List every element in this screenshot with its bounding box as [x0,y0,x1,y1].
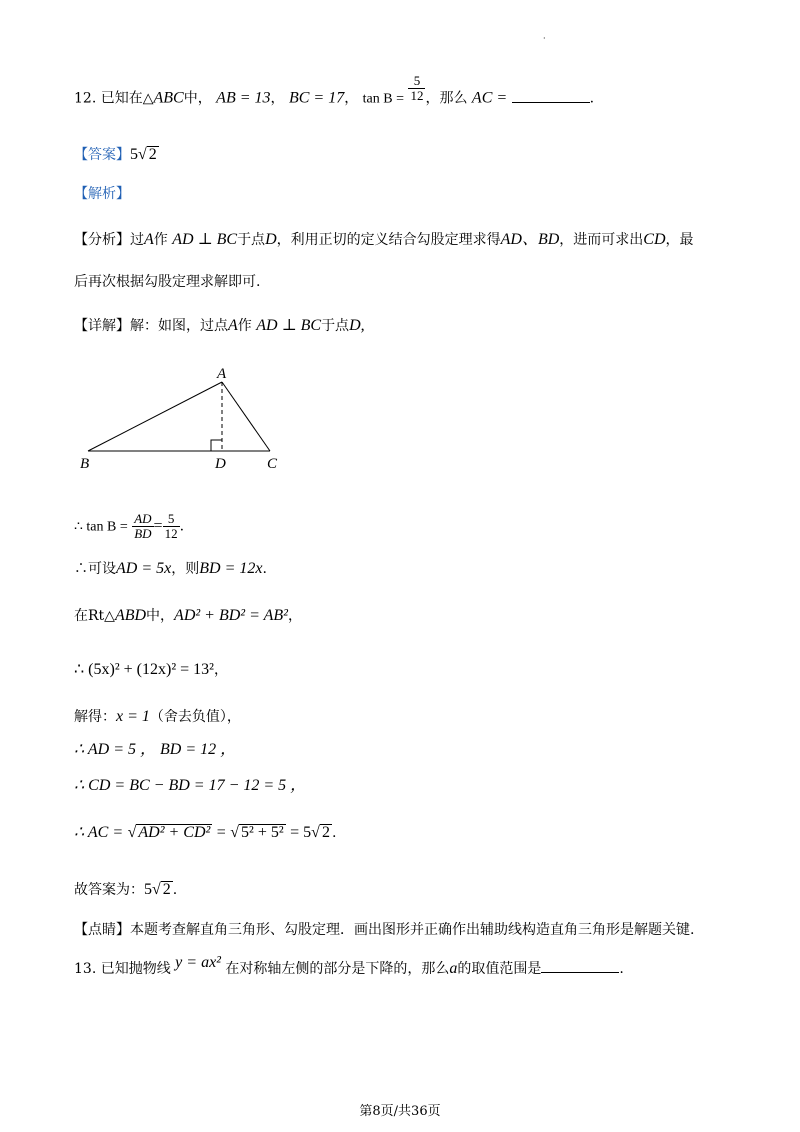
step-1 [74,512,184,541]
triangle-name: ABC [153,89,184,107]
fenxi-line-2: 后再次根据勾股定理求解即可. [74,274,261,290]
equation: ∴ (5x)² + (12x)² = 13² [74,661,214,678]
fraction-numerator: 5 [163,512,180,527]
fraction-ad-bd [132,512,153,541]
sep: ， [344,90,359,107]
text: 过 [130,232,144,248]
analysis-heading [74,184,130,204]
step-6 [74,740,236,760]
q12-text-mid: 中， [183,90,212,107]
equals-5: = 5 [290,824,312,841]
q12-text: 已知在 [100,90,143,107]
comma: ， [213,662,228,678]
step-4 [74,660,228,680]
coefficient: 5 [144,881,152,898]
pythagoras-eq: AD² + BD² = AB² [174,607,288,624]
equals: = [216,824,226,841]
fraction-denominator: 12 [164,526,178,541]
question-number: 12. [74,90,97,107]
values: ∴ AD = 5 ， BD = 12 ， [74,741,237,758]
point-d: D, [349,317,365,334]
perp-expr: AD ⊥ BC [256,317,322,334]
triangle-name: ABD [114,607,147,624]
stray-dot: · [543,34,546,43]
solution: x = 1 [116,708,150,725]
ac-label: AC = [471,89,508,107]
period: . [619,961,624,977]
side-ba [88,382,222,451]
text: ∴可设 [74,561,116,577]
question-12 [74,73,595,113]
answer-radicand: 2 [148,146,157,163]
text: ，则 [171,561,200,577]
sep: ， [270,90,285,107]
text: 的取值范围是 [457,961,542,977]
ac-label: ∴ AC = [74,824,124,841]
triangle-symbol: △ [142,90,154,107]
text: 解：如图，过点 [130,318,228,334]
comma: ， [287,608,302,624]
cd-calc: ∴ CD = BC − BD = 17 − 12 = 5 ， [74,777,307,794]
question-number: 13. [74,961,97,977]
step-8: ∴ AC = √ AD² + CD² = √ 5² + 5² = 5√ 2 . [74,824,337,841]
fraction-5-12 [163,512,180,541]
text: 在Rt△ [74,608,115,624]
step-3 [74,606,302,626]
perp-expr: AD ⊥ BC [172,231,238,248]
ad-bd: AD、BD [500,231,560,248]
analysis-tag: 【解析】 [74,186,130,202]
right-angle-mark [211,440,222,451]
tan-b-fraction [408,74,425,103]
label-d: D [215,456,226,472]
text: 解得： [74,709,116,725]
var-a: a [449,960,458,977]
text: 作 [153,232,168,248]
parabola-eq: y = ax² [175,954,221,971]
text: ，利用正切的定义结合勾股定理求得 [276,232,501,248]
text: 在对称轴左侧的部分是下降的，那么 [225,961,450,977]
period: . [262,561,267,577]
text: 故答案为： [74,882,144,898]
text: 已知抛物线 [100,961,171,977]
fraction-numerator: 5 [408,74,425,89]
fraction-numerator: AD [134,511,152,526]
point-a: A [228,317,238,334]
label-a: A [217,366,227,382]
label-b: B [80,456,90,472]
fraction-denominator: 12 [410,88,424,103]
dianjing-line [74,920,694,940]
page-footer: 第8页/共36页 [359,1104,441,1119]
step-2 [74,559,267,579]
period: . [331,825,337,841]
cd: CD [643,231,666,248]
fenxi-tag: 【分析】 [74,232,130,248]
radicand-2: 5² + 5² [241,824,284,841]
period: . [172,882,178,898]
answer-coefficient: 5 [130,146,138,163]
ad-expr: AD = 5x [116,560,172,577]
text: 于点 [321,318,350,334]
radicand: 2 [162,881,171,898]
text: ，进而可求出 [559,232,644,248]
answer-line: 【答案】5√ 2 [74,146,157,163]
point-d: D [265,231,277,248]
fraction-denominator: BD [134,526,152,541]
bc-value: BC = 17 [288,89,345,107]
text: 作 [237,318,252,334]
xiangjie-tag: 【详解】 [74,318,130,334]
tan-b-label: tan B = [362,91,405,107]
answer-blank [512,88,590,103]
answer-tag: 【答案】 [74,147,130,163]
question-13 [74,954,624,979]
answer-blank [541,958,619,973]
dianjing-text: 本题考查解直角三角形、勾股定理．画出图形并正确作出辅助线构造直角三角形是解题关键. [130,922,695,938]
label-c: C [267,456,278,472]
step-5 [74,707,241,727]
period: . [179,518,185,535]
text: 中， [146,608,175,624]
step-7 [74,776,306,796]
fenxi-line-1 [74,230,694,250]
side-ac [222,382,270,451]
bd-expr: BD = 12x [199,560,263,577]
q12-suffix: ，那么 [425,90,468,107]
final-answer: 故答案为：5√ 2 . [74,881,178,898]
dianjing-tag: 【点睛】 [74,922,130,938]
equals: = [153,517,163,535]
radicand-1: AD² + CD² [138,824,211,841]
tan-b: ∴ tan B = [74,519,128,535]
text: ，最 [665,232,694,248]
period: . [589,90,595,107]
triangle-figure [70,362,300,477]
point-a: A [144,231,154,248]
text: 于点 [237,232,266,248]
ab-value: AB = 13 [216,89,271,107]
xiangjie-line [74,316,365,336]
radicand-3: 2 [321,824,330,841]
note: （舍去负值）， [149,709,241,725]
